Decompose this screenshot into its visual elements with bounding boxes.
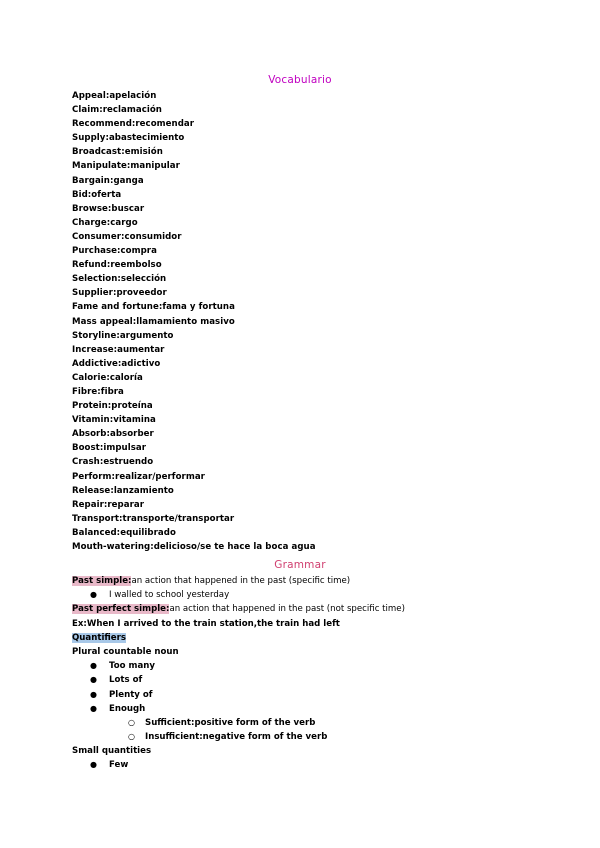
vocab-entry bbox=[72, 484, 316, 498]
vocabulary-title: Vocabulario bbox=[268, 74, 332, 86]
plural-countable-item-text: Too many bbox=[109, 661, 155, 672]
plural-countable-item-text: Lots of bbox=[109, 675, 143, 686]
bullet-icon: ● bbox=[90, 689, 97, 699]
vocab-entry bbox=[72, 413, 316, 427]
grammar-section bbox=[72, 574, 405, 773]
vocab-entry bbox=[72, 89, 316, 103]
vocab-definition: manipular bbox=[130, 161, 180, 172]
vocab-term: Vitamin: bbox=[72, 415, 114, 426]
vocab-definition: fibra bbox=[100, 386, 124, 397]
vocab-definition: ganga bbox=[113, 175, 144, 186]
plural-countable-item bbox=[72, 688, 405, 702]
vocab-term: Charge: bbox=[72, 217, 111, 228]
small-quantities-list bbox=[72, 758, 405, 772]
vocab-term: Bid: bbox=[72, 189, 92, 200]
vocab-term: Appeal: bbox=[72, 91, 110, 101]
vocab-entry bbox=[72, 145, 316, 159]
vocab-term: Balanced: bbox=[72, 527, 121, 538]
quantifiers-heading: Quantifiers bbox=[72, 632, 126, 643]
vocab-definition: consumidor bbox=[124, 231, 182, 242]
vocab-entry bbox=[72, 526, 316, 540]
vocab-entry bbox=[72, 427, 316, 441]
bullet-icon: ● bbox=[90, 590, 97, 600]
vocab-term: Fame and fortune: bbox=[72, 302, 163, 313]
vocab-term: Purchase: bbox=[72, 246, 121, 257]
vocab-definition: aumentar bbox=[117, 344, 165, 355]
vocab-definition: lanzamiento bbox=[113, 485, 174, 496]
vocab-definition: equilibrado bbox=[120, 527, 176, 538]
vocab-entry bbox=[72, 385, 316, 399]
vocab-definition: estruendo bbox=[103, 457, 154, 468]
vocab-entry bbox=[72, 470, 316, 484]
enough-sub-item bbox=[72, 730, 405, 744]
vocab-entry bbox=[72, 188, 316, 202]
vocab-entry bbox=[72, 441, 316, 455]
bullet-icon: ● bbox=[90, 760, 97, 770]
vocab-entry bbox=[72, 286, 316, 300]
past-simple-example bbox=[72, 588, 405, 602]
sub-bullet-icon: ○ bbox=[128, 717, 135, 727]
vocab-entry bbox=[72, 216, 316, 230]
vocab-definition: fama y fortuna bbox=[162, 302, 235, 313]
vocab-definition: reclamación bbox=[102, 105, 162, 116]
vocab-entry bbox=[72, 512, 316, 526]
vocab-entry bbox=[72, 540, 316, 554]
vocab-term: Fibre: bbox=[72, 386, 101, 397]
vocab-entry bbox=[72, 399, 316, 413]
plural-countable-item bbox=[72, 659, 405, 673]
vocab-term: Claim: bbox=[72, 105, 103, 116]
vocab-entry bbox=[72, 371, 316, 385]
vocab-term: Boost: bbox=[72, 443, 104, 454]
small-quantities-item-text: Few bbox=[109, 760, 129, 771]
sub-bullet-icon: ○ bbox=[128, 732, 135, 742]
enough-sub-item bbox=[72, 716, 405, 730]
vocab-term: Addictive: bbox=[72, 358, 122, 369]
quantifiers-line bbox=[72, 631, 405, 645]
vocab-term: Mouth-watering: bbox=[72, 542, 154, 552]
vocab-definition: emisión bbox=[124, 147, 163, 158]
vocab-term: Absorb: bbox=[72, 429, 110, 440]
past-simple-label: Past simple: bbox=[72, 576, 132, 586]
vocab-term: Refund: bbox=[72, 260, 111, 271]
vocab-definition: abastecimiento bbox=[108, 133, 185, 144]
past-simple-example-text: I walled to school yesterday bbox=[109, 590, 230, 601]
vocab-entry bbox=[72, 202, 316, 216]
vocab-definition: llamamiento masivo bbox=[136, 316, 235, 327]
vocab-definition: cargo bbox=[110, 217, 138, 228]
enough-sub-label: Sufficient: bbox=[145, 717, 195, 728]
vocab-term: Supplier: bbox=[72, 288, 117, 299]
plural-countable-list bbox=[72, 659, 405, 716]
vocab-definition: vitamina bbox=[113, 415, 156, 426]
past-simple-line bbox=[72, 574, 405, 588]
vocab-definition: oferta bbox=[91, 189, 122, 200]
past-perfect-simple-text: an action that happened in the past (not specific time) bbox=[169, 604, 405, 615]
vocab-entry bbox=[72, 329, 316, 343]
vocab-term: Storyline: bbox=[72, 330, 120, 341]
vocab-definition: reembolso bbox=[110, 260, 162, 271]
grammar-title: Grammar bbox=[274, 559, 326, 571]
enough-sub-text: positive form of the verb bbox=[194, 717, 316, 728]
vocab-term: Supply: bbox=[72, 133, 109, 144]
vocab-term: Bargain: bbox=[72, 175, 114, 186]
vocab-entry bbox=[72, 230, 316, 244]
vocab-definition: apelación bbox=[109, 91, 157, 101]
vocab-term: Release: bbox=[72, 485, 114, 496]
vocab-term: Increase: bbox=[72, 344, 118, 355]
example-line: Ex:When I arrived to the train station,the train had left bbox=[72, 618, 340, 629]
vocab-definition: realizar/performar bbox=[115, 471, 205, 482]
vocab-entry bbox=[72, 103, 316, 117]
vocab-entry bbox=[72, 300, 316, 314]
vocab-entry bbox=[72, 357, 316, 371]
vocab-definition: impulsar bbox=[103, 443, 146, 454]
bullet-icon: ● bbox=[90, 703, 97, 713]
plural-countable-heading: Plural countable noun bbox=[72, 646, 179, 657]
vocab-definition: reparar bbox=[107, 499, 145, 510]
vocab-definition: buscar bbox=[111, 203, 145, 214]
past-simple-text: an action that happened in the past (specific time) bbox=[131, 576, 351, 586]
vocab-definition: proteína bbox=[111, 401, 153, 412]
vocab-entry bbox=[72, 315, 316, 329]
enough-sublist bbox=[72, 716, 405, 744]
vocab-term: Calorie: bbox=[72, 372, 110, 383]
vocab-entry bbox=[72, 498, 316, 512]
plural-countable-item bbox=[72, 673, 405, 687]
vocab-definition: recomendar bbox=[135, 119, 195, 130]
enough-sub-text: negative form of the verb bbox=[202, 732, 328, 743]
vocab-entry bbox=[72, 258, 316, 272]
vocab-term: Recommend: bbox=[72, 119, 136, 130]
vocab-term: Selection: bbox=[72, 274, 121, 285]
vocab-definition: compra bbox=[120, 246, 157, 257]
vocab-term: Mass appeal: bbox=[72, 316, 137, 327]
vocab-entry bbox=[72, 343, 316, 357]
vocab-term: Perform: bbox=[72, 471, 116, 482]
plural-countable-item-text: Enough bbox=[109, 703, 146, 714]
vocab-entry bbox=[72, 131, 316, 145]
enough-sub-label: Insufficient: bbox=[145, 732, 203, 743]
vocab-definition: adictivo bbox=[121, 358, 161, 369]
vocab-term: Repair: bbox=[72, 499, 108, 510]
vocab-term: Protein: bbox=[72, 401, 112, 412]
plural-countable-item-text: Plenty of bbox=[109, 689, 153, 700]
vocab-entry bbox=[72, 272, 316, 286]
bullet-icon: ● bbox=[90, 661, 97, 671]
bullet-icon: ● bbox=[90, 675, 97, 685]
vocab-entry bbox=[72, 117, 316, 131]
past-perfect-simple-line bbox=[72, 602, 405, 616]
vocab-definition: transporte/transportar bbox=[122, 513, 235, 524]
plural-countable-item bbox=[72, 702, 405, 716]
vocab-definition: caloría bbox=[109, 372, 143, 383]
small-quantities-item bbox=[72, 758, 405, 772]
vocab-term: Manipulate: bbox=[72, 161, 131, 172]
vocab-entry bbox=[72, 159, 316, 173]
vocab-entry bbox=[72, 174, 316, 188]
vocab-definition: selección bbox=[120, 274, 167, 285]
vocab-entry bbox=[72, 244, 316, 258]
vocab-term: Crash: bbox=[72, 457, 104, 468]
vocab-term: Broadcast: bbox=[72, 147, 125, 158]
small-quantities-heading: Small quantities bbox=[72, 746, 152, 757]
vocab-term: Consumer: bbox=[72, 231, 125, 242]
vocab-definition: proveedor bbox=[116, 288, 167, 299]
past-perfect-simple-label: Past perfect simple: bbox=[72, 604, 170, 615]
vocab-entry bbox=[72, 455, 316, 469]
vocab-term: Transport: bbox=[72, 513, 123, 524]
vocab-definition: delicioso/se te hace la boca agua bbox=[153, 542, 316, 552]
vocab-definition: argumento bbox=[119, 330, 174, 341]
vocab-definition: absorber bbox=[110, 429, 154, 440]
vocabulary-list bbox=[72, 89, 316, 554]
vocab-term: Browse: bbox=[72, 203, 112, 214]
